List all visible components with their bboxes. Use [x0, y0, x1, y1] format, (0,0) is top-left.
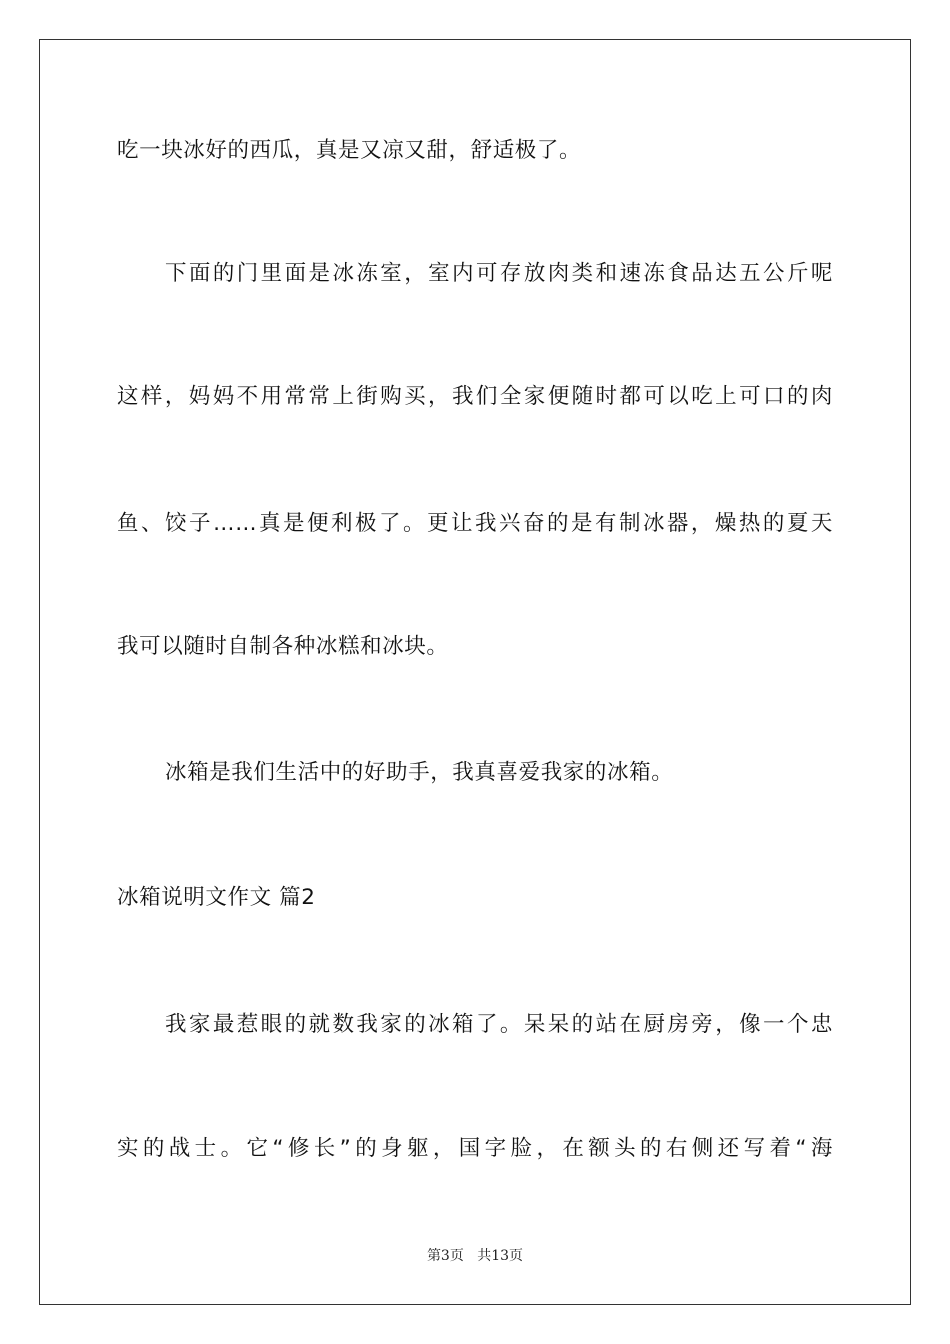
page-number: 第3页 — [426, 1248, 464, 1264]
paragraph-line-1: 吃一块冰好的西瓜，真是又凉又甜，舒适极了。 — [117, 138, 582, 163]
section-heading: 冰箱说明文作文 篇2 — [117, 885, 316, 910]
paragraph-line-7: 我家最惹眼的就数我家的冰箱了。呆呆的站在厨房旁，像一个忠 — [165, 1012, 833, 1037]
paragraph-line-5: 我可以随时自制各种冰糕和冰块。 — [117, 634, 449, 659]
page-border — [39, 39, 911, 1305]
total-pages: 共13页 — [477, 1248, 524, 1264]
paragraph-line-2: 下面的门里面是冰冻室，室内可存放肉类和速冻食品达五公斤呢 — [165, 261, 833, 286]
paragraph-line-6: 冰箱是我们生活中的好助手，我真喜爱我家的冰箱。 — [165, 760, 674, 785]
paragraph-line-4: 鱼、饺子……真是便利极了。更让我兴奋的是有制冰器，燥热的夏天 — [117, 511, 833, 536]
paragraph-line-8: 实的战士。它“修长”的身躯，国字脸，在额头的右侧还写着“海 — [117, 1136, 833, 1161]
paragraph-line-3: 这样，妈妈不用常常上街购买，我们全家便随时都可以吃上可口的肉 — [117, 384, 833, 409]
page-footer — [0, 1246, 950, 1266]
